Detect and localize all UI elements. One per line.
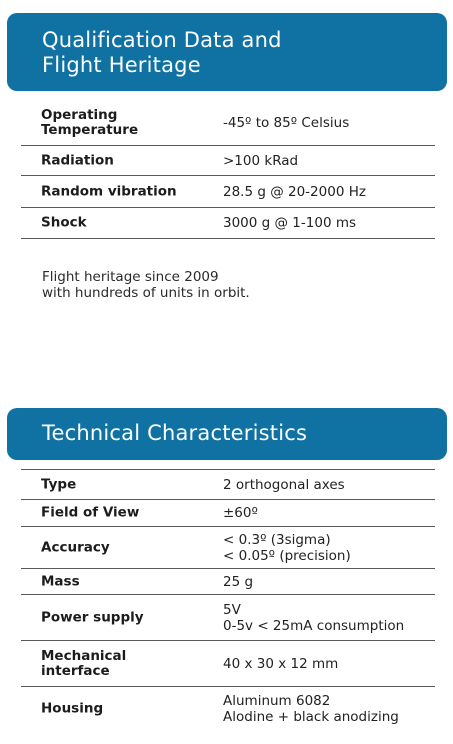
row-value: -45º to 85º Celsius <box>223 114 350 131</box>
row-value: 2 orthogonal axes <box>223 476 345 493</box>
row-label: Power supply <box>41 609 144 625</box>
qualification-title-line1: Qualification Data and <box>42 28 282 52</box>
row-value-line2: Alodine + black anodizing <box>223 709 399 725</box>
row-label-line1: Operating <box>41 106 118 123</box>
row-label-line1: Mechanical <box>41 647 127 664</box>
note-line2: with hundreds of units in orbit. <box>42 285 250 301</box>
row-label <box>41 108 138 138</box>
row-value-line2: < 0.05º (precision) <box>223 547 351 564</box>
row-value: 25 g <box>223 573 254 590</box>
row-field-of-view <box>21 500 435 527</box>
row-value: 40 x 30 x 12 mm <box>223 655 339 672</box>
row-label: Accuracy <box>41 539 110 555</box>
row-mechanical-interface <box>21 641 435 687</box>
row-operating-temperature <box>21 100 435 146</box>
flight-heritage-note <box>42 269 250 301</box>
qualification-title-line2: Flight Heritage <box>42 53 201 77</box>
row-label-line2: interface <box>41 662 110 679</box>
row-mass <box>21 569 435 595</box>
qualification-table <box>21 100 435 239</box>
row-label: Radiation <box>41 152 114 168</box>
row-radiation <box>21 146 435 176</box>
row-value-line2: 0-5v < 25mA consumption <box>223 617 405 634</box>
row-value: ±60º <box>223 505 258 521</box>
row-label: Type <box>41 476 77 492</box>
row-housing <box>21 687 435 731</box>
row-random-vibration <box>21 176 435 208</box>
row-label <box>41 649 126 679</box>
row-value: >100 kRad <box>223 152 299 169</box>
row-value: 3000 g @ 1-100 ms <box>223 215 357 231</box>
row-value <box>223 693 399 725</box>
technical-table <box>21 469 435 731</box>
row-label: Shock <box>41 214 87 231</box>
qualification-header <box>7 13 447 91</box>
note-line1: Flight heritage since 2009 <box>42 269 219 285</box>
technical-title: Technical Characteristics <box>42 421 308 445</box>
row-label-line2: Temperature <box>41 121 139 138</box>
row-value-line1: Aluminum 6082 <box>223 693 331 709</box>
row-label: Housing <box>41 700 104 717</box>
row-type <box>21 469 435 500</box>
row-value-line1: < 0.3º (3sigma) <box>223 531 331 548</box>
row-label: Field of View <box>41 504 140 521</box>
row-power-supply <box>21 595 435 641</box>
row-value: 28.5 g @ 20-2000 Hz <box>223 183 366 200</box>
row-label: Mass <box>41 573 80 589</box>
technical-header <box>7 408 447 460</box>
row-value <box>223 602 404 634</box>
row-shock <box>21 208 435 239</box>
row-label: Random vibration <box>41 183 177 199</box>
row-value-line1: 5V <box>223 601 241 618</box>
row-value <box>223 532 351 564</box>
row-accuracy <box>21 527 435 569</box>
